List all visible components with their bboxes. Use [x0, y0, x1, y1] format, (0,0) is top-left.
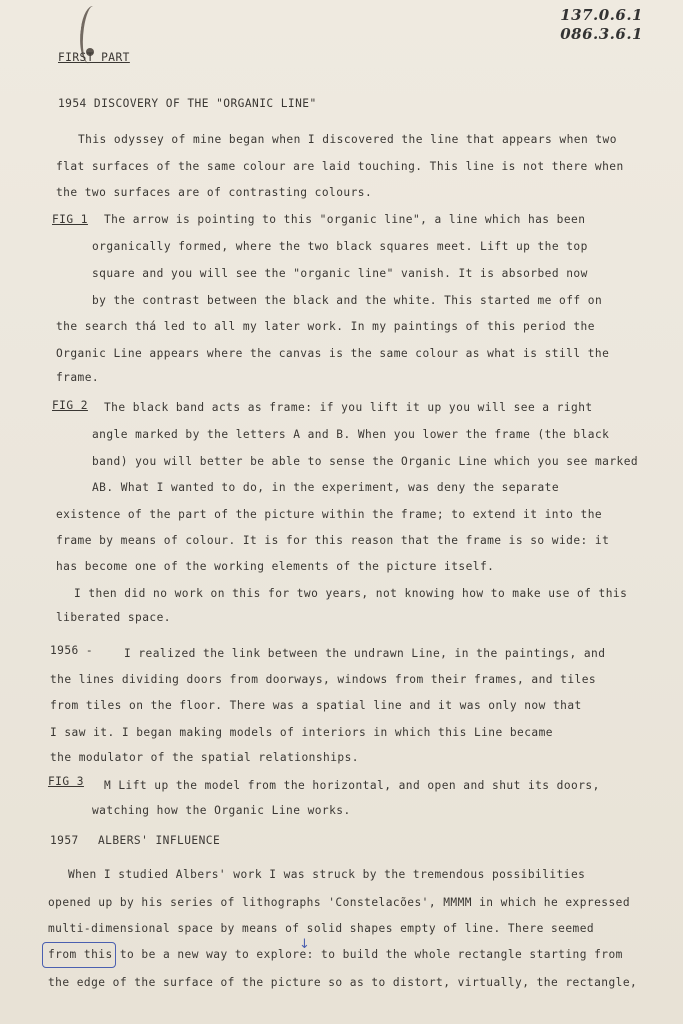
text-line: frame by means of colour. It is for this reason that the frame is so wide: it	[56, 534, 610, 547]
text-line: the search thá led to all my later work. In my paintings of this period the	[56, 320, 595, 333]
text-line: the modulator of the spatial relationships.	[50, 751, 359, 764]
text-line: square and you will see the "organic line" vanish. It is absorbed now	[92, 267, 588, 280]
text-line: frame.	[56, 371, 100, 384]
text-line: Organic Line appears where the canvas is the same colour as what is still the	[56, 347, 610, 360]
figure-label: FIG 3	[48, 775, 84, 788]
text-line: The black band acts as frame: if you lift it up you will see a right	[104, 401, 593, 414]
text-line: the two surfaces are of contrasting colours.	[56, 186, 373, 199]
text-line: by the contrast between the black and the white. This started me off on	[92, 294, 603, 307]
section-heading-albers: ALBERS' INFLUENCE	[98, 834, 221, 847]
part-heading: FIRST PART	[58, 51, 130, 64]
archive-number-2: 086.3.6.1	[560, 25, 643, 43]
figure-label: FIG 1	[52, 213, 88, 226]
text-line: I realized the link between the undrawn Line, in the paintings, and	[124, 647, 606, 660]
text-line: liberated space.	[56, 611, 171, 624]
text-line: the lines dividing doors from doorways, windows from their frames, and tiles	[50, 673, 597, 686]
text-line: I saw it. I began making models of interiors in which this Line became	[50, 726, 553, 739]
text-line: organically formed, where the two black squares meet. Lift up the top	[92, 240, 588, 253]
section-heading-1954: 1954 DISCOVERY OF THE "ORGANIC LINE"	[58, 97, 317, 110]
text-line: The arrow is pointing to this "organic line", a line which has been	[104, 213, 586, 226]
text-line: M Lift up the model from the horizontal, and open and shut its doors,	[104, 779, 600, 792]
year-1957: 1957	[50, 834, 79, 847]
text-line: band) you will better be able to sense the Organic Line which you see marked	[92, 455, 639, 468]
text-line: watching how the Organic Line works.	[92, 804, 351, 817]
text-line: flat surfaces of the same colour are laid touching. This line is not there when	[56, 160, 624, 173]
figure-label: FIG 2	[52, 399, 88, 412]
ink-circle-mark	[42, 942, 116, 968]
text-line: This odyssey of mine began when I discovered the line that appears when two	[78, 133, 617, 146]
text-line: existence of the part of the picture within the frame; to extend it into the	[56, 508, 603, 521]
text-line: angle marked by the letters A and B. When you lower the frame (the black	[92, 428, 610, 441]
archive-number-1: 137.0.6.1	[560, 6, 643, 24]
text-line: from this to be a new way to explore: to build the whole rectangle starting from	[48, 948, 623, 961]
text-line: opened up by his series of lithographs 'Constelacões', MMMM in which he expressed	[48, 896, 631, 909]
text-line: the edge of the surface of the picture so as to distort, virtually, the rectangle,	[48, 976, 638, 989]
text-line: I then did no work on this for two years, not knowing how to make use of this	[74, 587, 628, 600]
archive-reference	[560, 6, 643, 44]
ink-insert-mark: ↓	[299, 937, 310, 952]
text-line: AB. What I wanted to do, in the experiment, was deny the separate	[92, 481, 560, 494]
text-line: multi-dimensional space by means of solid shapes empty of line. There seemed	[48, 922, 595, 935]
text-line: from tiles on the floor. There was a spatial line and it was only now that	[50, 699, 582, 712]
text-line: When I studied Albers' work I was struck by the tremendous possibilities	[68, 868, 586, 881]
text-line: has become one of the working elements of the picture itself.	[56, 560, 495, 573]
year-1956: 1956 -	[50, 644, 94, 657]
